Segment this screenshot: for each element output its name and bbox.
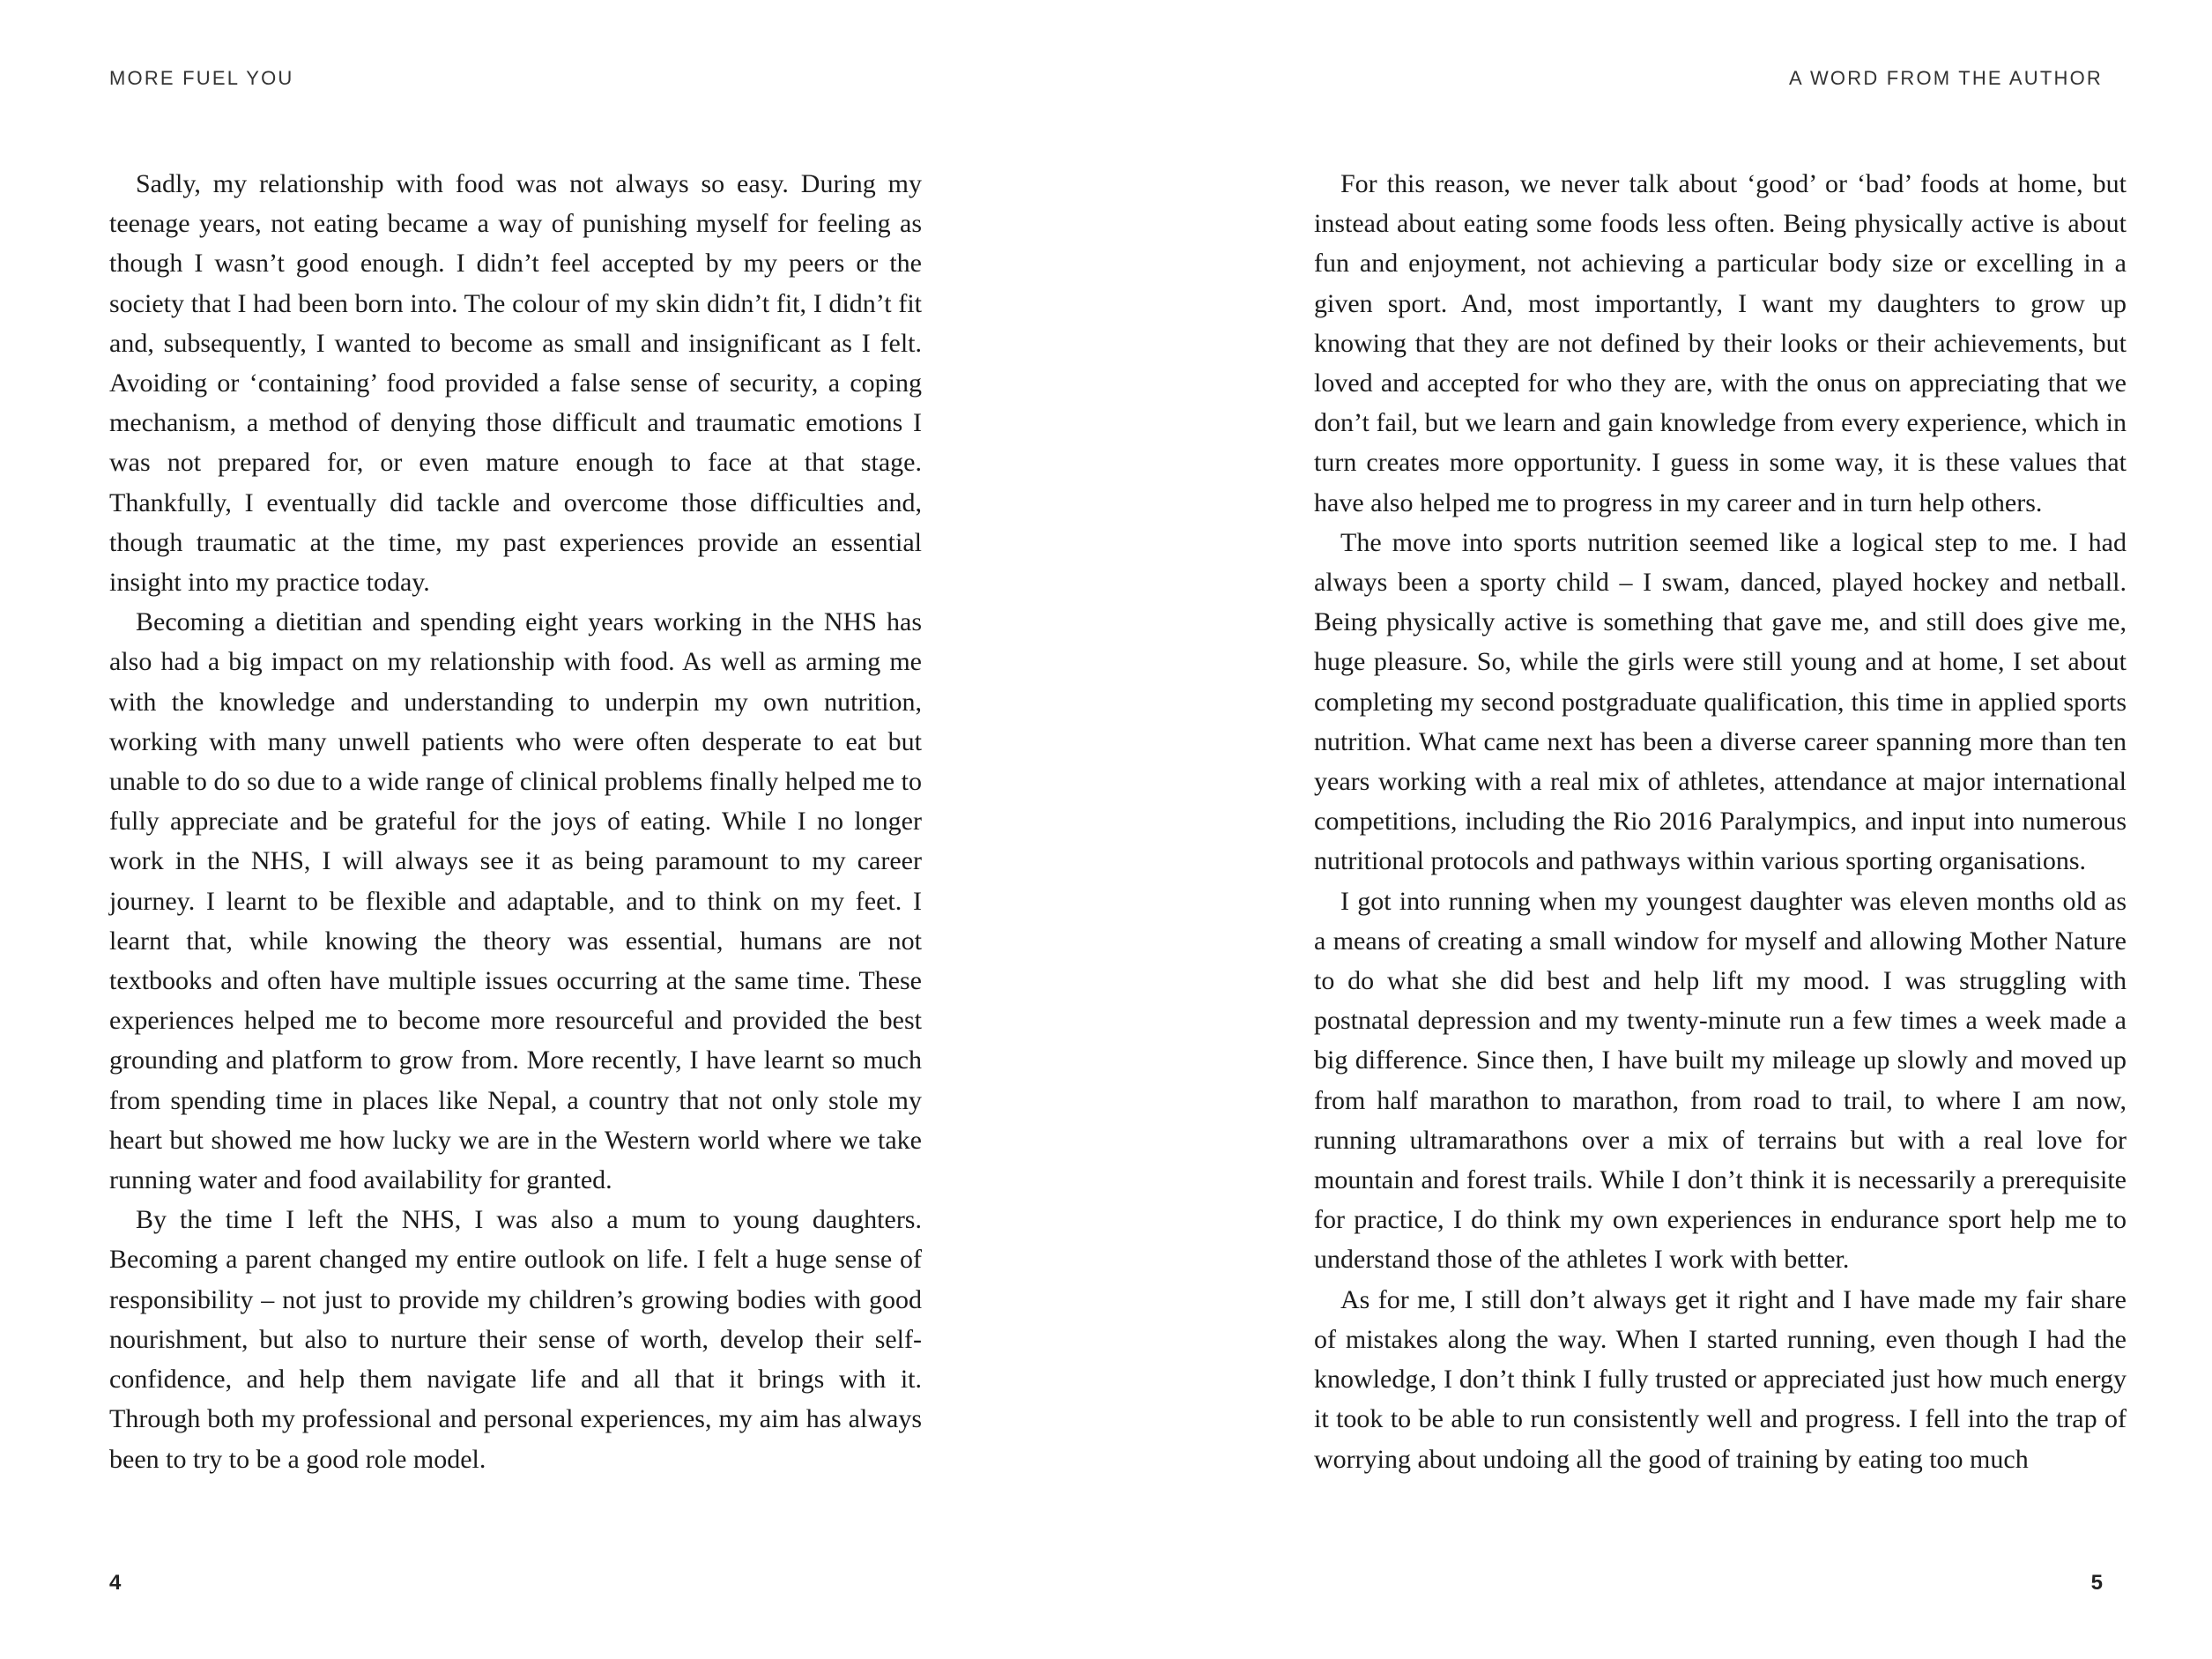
paragraph: I got into running when my youngest daughter was eleven months old as a means of creating a small window for myself and allowing Mother Nature to do what she did best and help lift my mood. I was struggling with postnatal depression and my twenty-minute run a few times a week made a big difference. Since then, I have built my mileage up slowly and moved up from half marathon to marathon, from road to trail, to where I am now, running ultramarathons over a mix of terrains but with a real love for mountain and forest trails. While I don’t think it is necessarily a prerequisite for practice, I do think my own experiences in endurance sport help me to understand those of the athletes I work with better.	[1314, 886, 2127, 1275]
paragraph: As for me, I still don’t always get it right and I have made my fair share of mistakes along the way. When I started running, even though I had the knowledge, I don’t think I fully trusted or appreciated just how much energy it took to be able to run consistently well and progress. I fell into the trap of worrying about undoing all the good of training by eating too much	[1314, 1284, 2127, 1474]
body-text-right	[1314, 164, 2127, 1479]
paragraph: Sadly, my relationship with food was not always so easy. During my teenage years, not eating became a way of punishing myself for feeling as though I wasn’t good enough. I didn’t feel accepted by my peers or the society that I had been born into. The colour of my skin didn’t fit, I didn’t fit and, subsequently, I wanted to become as small and insignificant as I felt. Avoiding or ‘containing’ food provided a false sense of security, a coping mechanism, a method of denying those difficult and traumatic emotions I was not prepared for, or even mature enough to face at that stage. Thankfully, I eventually did tackle and overcome those difficulties and, though traumatic at the time, my past experiences provide an essential insight into my practice today.	[109, 169, 922, 598]
running-head-left: MORE FUEL YOU	[109, 67, 294, 89]
right-page	[1106, 0, 2212, 1659]
paragraph: The move into sports nutrition seemed like a logical step to me. I had always been a sporty child – I swam, danced, played hockey and netball. Being physically active is something that gave me, and still does give me, huge pleasure. So, while the girls were still young and at home, I set about completing my second postgraduate qualification, this time in applied sports nutrition. What came next has been a diverse career spanning more than ten years working with a real mix of athletes, attendance at major international competitions, including the Rio 2016 Paralympics, and input into numerous nutritional protocols and pathways within various sporting organisations.	[1314, 527, 2127, 876]
running-head-right: A WORD FROM THE AUTHOR	[1788, 67, 2103, 89]
paragraph: Becoming a dietitian and spending eight years working in the NHS has also had a big impact on my relationship with food. As well as arming me with the knowledge and understanding to underpin my own nutrition, working with many unwell patients who were often desperate to eat but unable to do so due to a wide range of clinical problems finally helped me to fully appreciate and be grateful for the joys of eating. While I no longer work in the NHS, I will always see it as being paramount to my career journey. I learnt to be flexible and adaptable, and to think on my feet. I learnt that, while knowing the theory was essential, humans are not textbooks and often have multiple issues occurring at the same time. These experiences helped me to become more resourceful and provided the best grounding and platform to grow from. More recently, I have learnt so much from spending time in places like Nepal, a country that not only stole my heart but showed me how lucky we are in the Western world where we take running water and food availability for granted.	[109, 607, 922, 1195]
paragraph: By the time I left the NHS, I was also a mum to young daughters. Becoming a parent changed my entire outlook on life. I felt a huge sense of responsibility – not just to provide my children’s growing bodies with good nourishment, but also to nurture their sense of worth, develop their self-confidence, and help them navigate life and all that it brings with it. Through both my professional and personal experiences, my aim has always been to try to be a good role model.	[109, 1205, 922, 1474]
paragraph: For this reason, we never talk about ‘good’ or ‘bad’ foods at home, but instead about eating some foods less often. Being physically active is about fun and enjoyment, not achieving a particular body size or excelling in a given sport. And, most importantly, I want my daughters to grow up knowing that they are not defined by their looks or their achievements, but loved and accepted for who they are, with the onus on appreciating that we don’t fail, but we learn and gain knowledge from every experience, which in turn creates more opportunity. I guess in some way, it is these values that have also helped me to progress in my career and in turn help others.	[1314, 169, 2127, 517]
page-number-right: 5	[2090, 1571, 2103, 1595]
body-text-left	[109, 164, 922, 1479]
page-number-left: 4	[109, 1571, 122, 1595]
